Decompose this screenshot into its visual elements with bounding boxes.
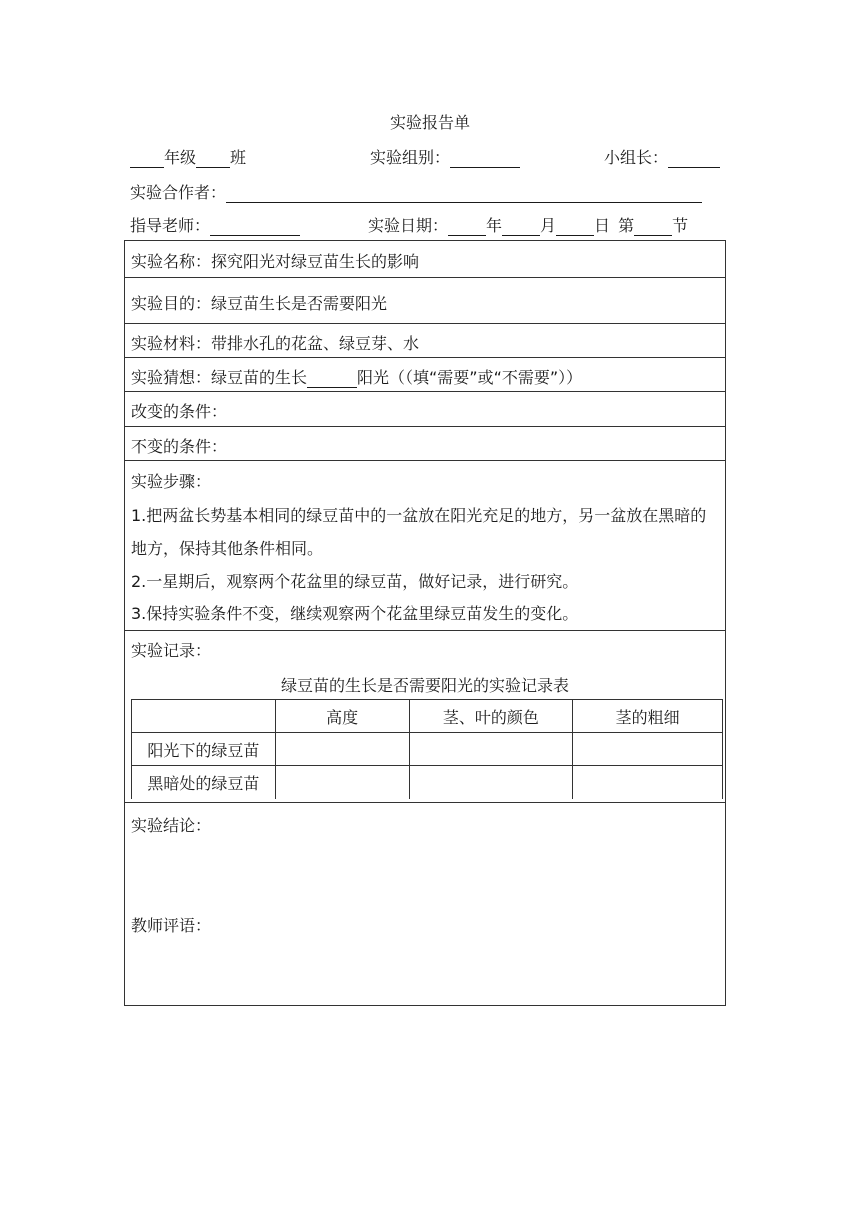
partner-blank[interactable] bbox=[226, 184, 702, 203]
leader-blank[interactable] bbox=[668, 149, 720, 168]
guess-suffix: 阳光（（填“需要”或“不需要”）） bbox=[357, 368, 583, 387]
class-label: 班 bbox=[230, 148, 247, 167]
date-label: 实验日期： bbox=[368, 216, 449, 235]
unchanged-condition-label: 不变的条件： bbox=[131, 437, 228, 456]
class-blank[interactable] bbox=[196, 149, 230, 168]
grade-label: 年级 bbox=[164, 148, 197, 167]
row-experiment-guess bbox=[125, 358, 725, 392]
month-label: 月 bbox=[540, 216, 557, 235]
year-blank[interactable] bbox=[448, 217, 486, 236]
record-table-caption: 绿豆苗的生长是否需要阳光的实验记录表 bbox=[280, 676, 569, 695]
record-row-label: 阳光下的绿豆苗 bbox=[132, 733, 276, 766]
period-suffix: 节 bbox=[672, 216, 689, 235]
group-blank[interactable] bbox=[450, 149, 520, 168]
step-1: 1.把两盆长势基本相同的绿豆苗中的一盆放在阳光充足的地方，另一盆放在黑暗的地方，保持其他条件相同。 bbox=[131, 506, 707, 558]
report-table bbox=[124, 240, 726, 1006]
step-2: 2.一星期后，观察两个花盆里的绿豆苗，做好记录，进行研究。 bbox=[131, 572, 579, 591]
period-prefix: 第 bbox=[618, 216, 635, 235]
step-3: 3.保持实验条件不变，继续观察两个花盆里绿豆苗发生的变化。 bbox=[131, 604, 579, 623]
record-header-row bbox=[132, 700, 723, 733]
leader-label: 小组长： bbox=[604, 148, 669, 167]
record-table bbox=[131, 699, 723, 799]
row-changed-condition bbox=[125, 392, 725, 427]
teacher-label: 指导老师： bbox=[130, 216, 211, 235]
guess-blank[interactable] bbox=[307, 369, 357, 388]
month-blank[interactable] bbox=[502, 217, 540, 236]
grade-blank[interactable] bbox=[130, 149, 164, 168]
table-row bbox=[132, 733, 723, 766]
row-conclusion-comment bbox=[125, 803, 725, 1005]
header-line-partner bbox=[130, 180, 728, 204]
table-row bbox=[132, 766, 723, 799]
page-title: 实验报告单 bbox=[389, 113, 470, 132]
record-cell[interactable] bbox=[573, 766, 723, 799]
row-experiment-steps bbox=[125, 461, 725, 631]
experiment-guess bbox=[131, 365, 582, 388]
guess-prefix: 实验猜想：绿豆苗的生长 bbox=[131, 368, 308, 387]
day-label: 日 bbox=[594, 216, 611, 235]
record-label: 实验记录： bbox=[131, 641, 212, 660]
period-blank[interactable] bbox=[634, 217, 672, 236]
comment-label: 教师评语： bbox=[131, 916, 212, 935]
year-label: 年 bbox=[486, 216, 503, 235]
group-label: 实验组别： bbox=[370, 148, 451, 167]
record-header-color: 茎、叶的颜色 bbox=[409, 700, 573, 733]
record-cell[interactable] bbox=[275, 766, 409, 799]
teacher-blank[interactable] bbox=[210, 217, 300, 236]
experiment-purpose: 实验目的：绿豆苗生长是否需要阳光 bbox=[131, 294, 388, 313]
day-blank[interactable] bbox=[556, 217, 594, 236]
record-header-height: 高度 bbox=[275, 700, 409, 733]
record-header-blank bbox=[132, 700, 276, 733]
row-experiment-materials bbox=[125, 324, 725, 358]
row-experiment-purpose bbox=[125, 278, 725, 324]
record-cell[interactable] bbox=[573, 733, 723, 766]
record-header-thickness: 茎的粗细 bbox=[573, 700, 723, 733]
experiment-materials: 实验材料：带排水孔的花盆、绿豆芽、水 bbox=[131, 334, 420, 353]
changed-condition-label: 改变的条件： bbox=[131, 402, 228, 421]
record-cell[interactable] bbox=[275, 733, 409, 766]
experiment-name: 实验名称：探究阳光对绿豆苗生长的影响 bbox=[131, 252, 420, 271]
row-unchanged-condition bbox=[125, 427, 725, 461]
header-line-grade bbox=[130, 145, 728, 169]
steps-label: 实验步骤： bbox=[131, 472, 212, 491]
row-experiment-name bbox=[125, 241, 725, 278]
conclusion-label: 实验结论： bbox=[131, 816, 212, 835]
record-cell[interactable] bbox=[409, 733, 573, 766]
header-line-date bbox=[130, 213, 728, 237]
partner-label: 实验合作者： bbox=[130, 183, 227, 202]
record-row-label: 黑暗处的绿豆苗 bbox=[132, 766, 276, 799]
record-cell[interactable] bbox=[409, 766, 573, 799]
